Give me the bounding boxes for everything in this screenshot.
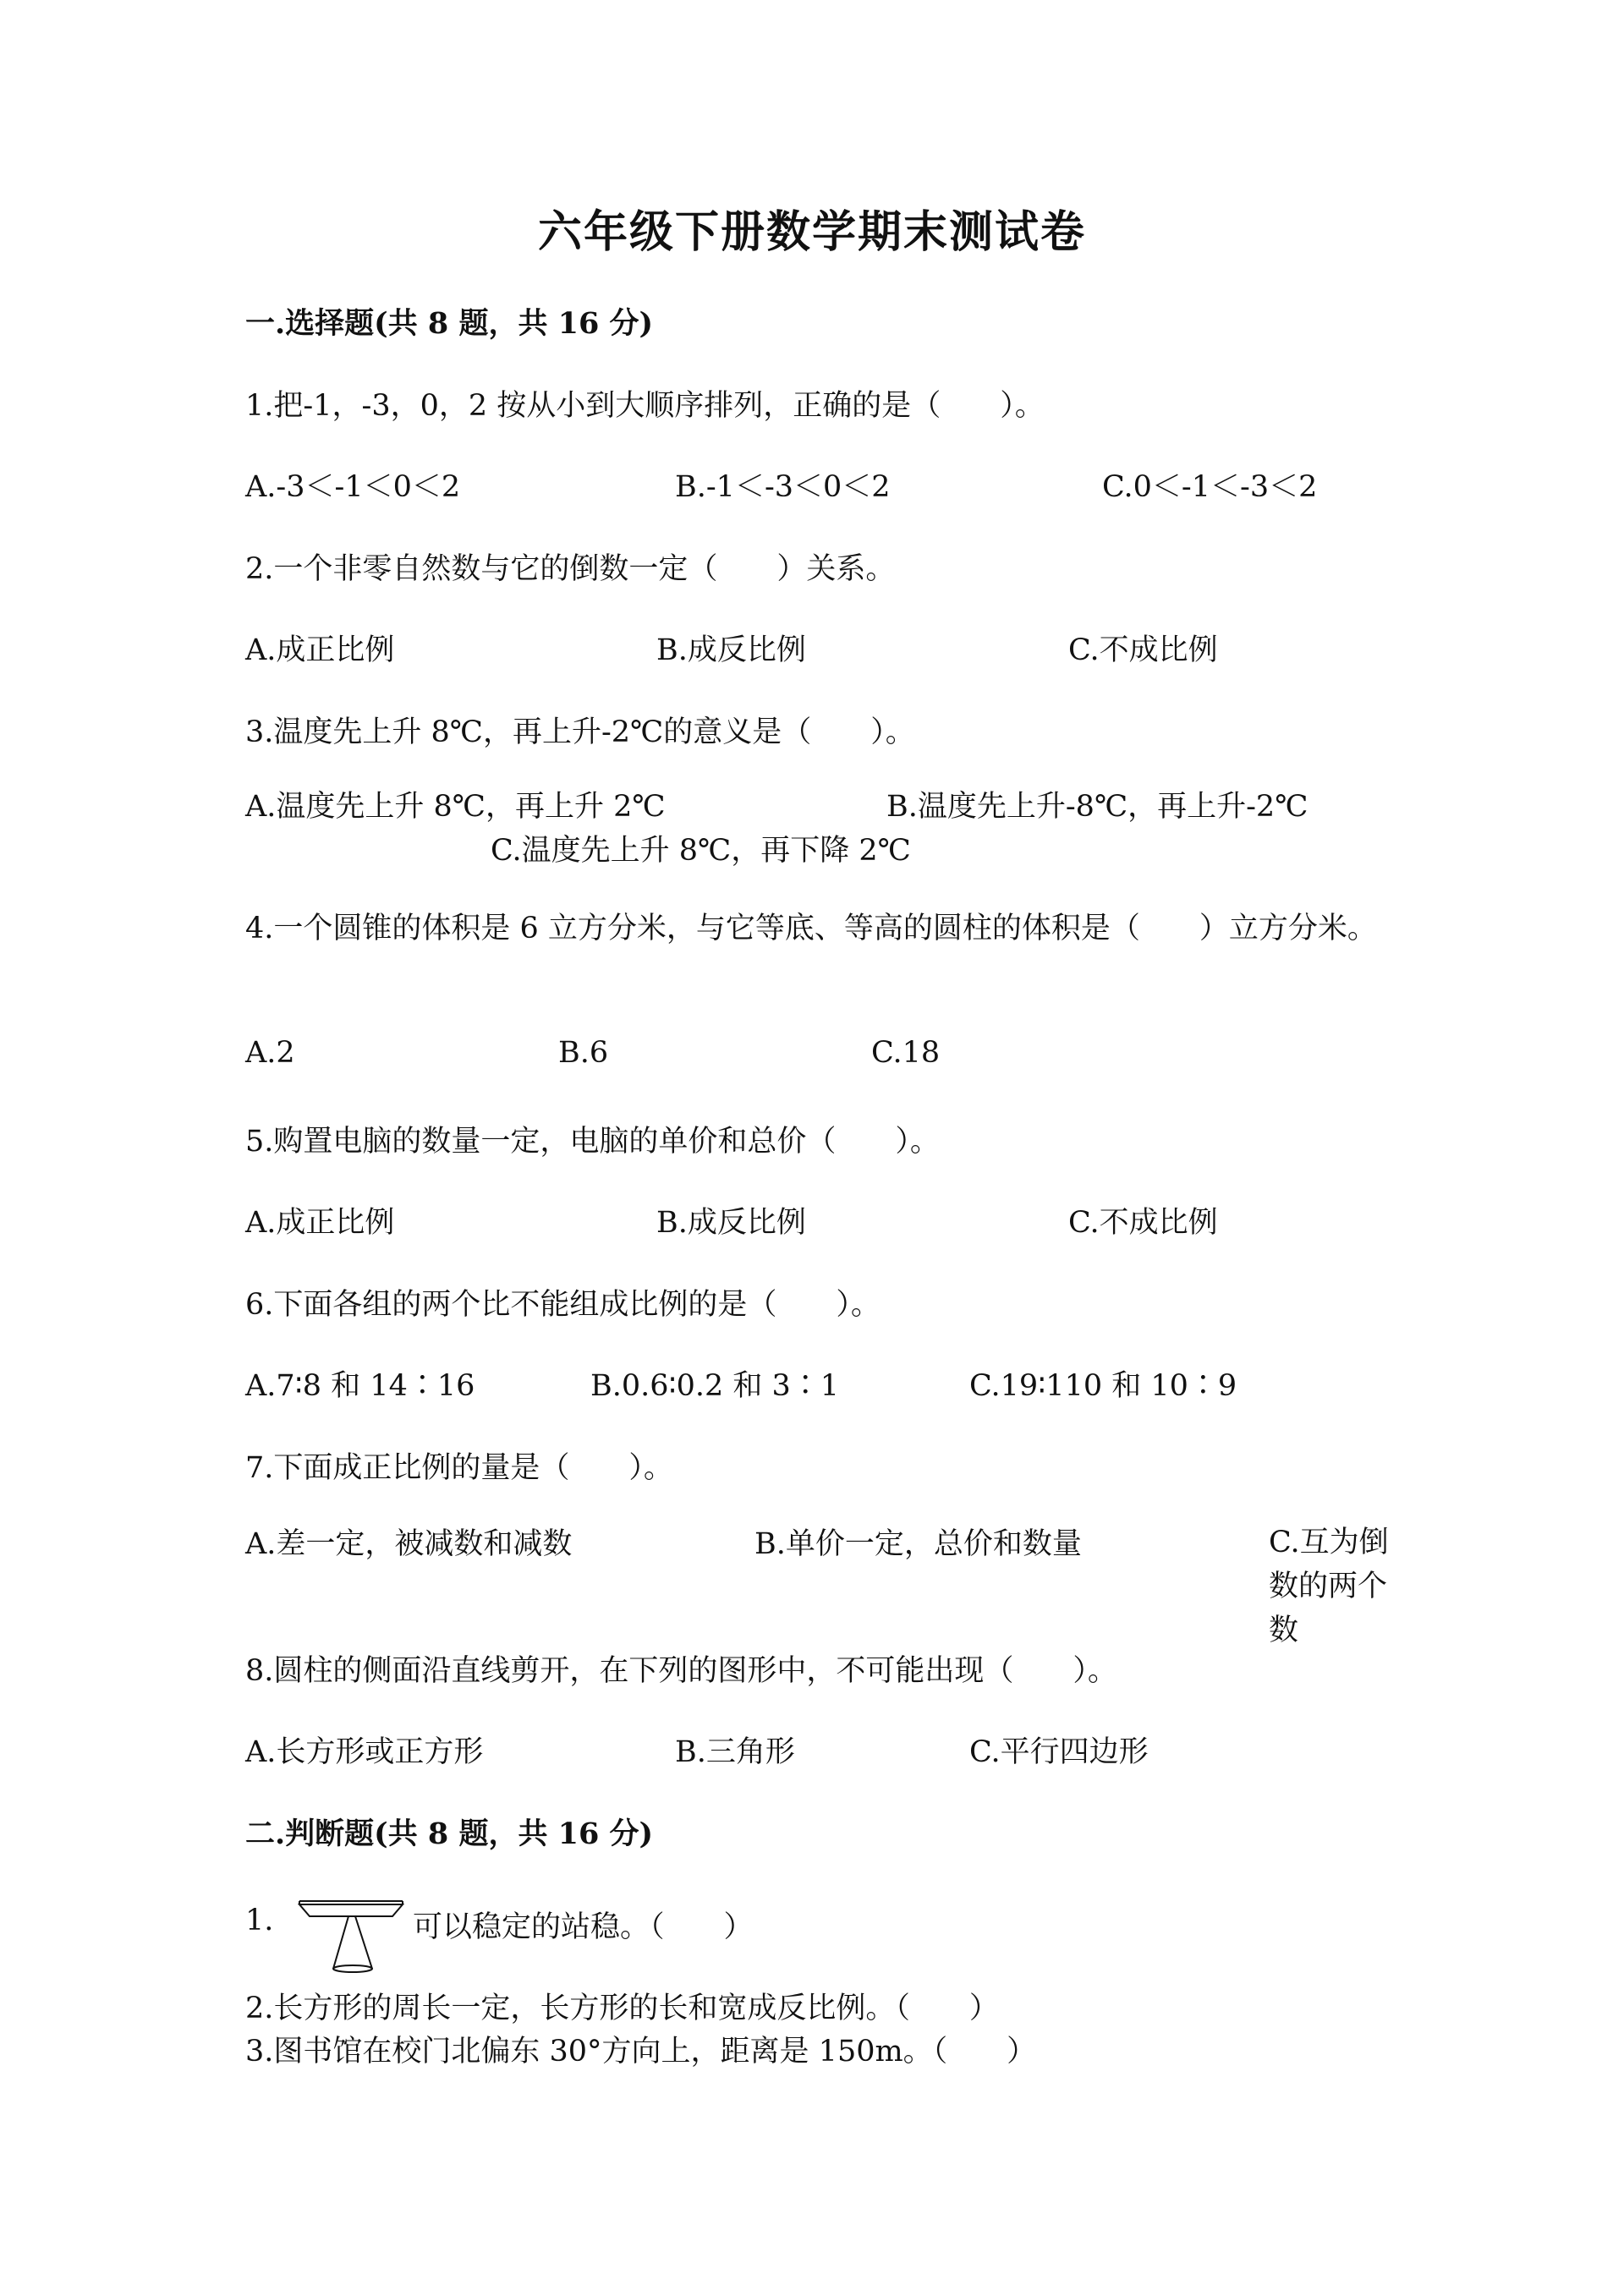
question-1: 1.把-1，-3，0，2 按从小到大顺序排列，正确的是（ ）。 bbox=[245, 389, 1045, 423]
q7-option-a: A.差一定，被减数和减数 bbox=[245, 1527, 573, 1561]
tf-question-3: 3.图书馆在校门北偏东 30°方向上，距离是 150m。（ ） bbox=[245, 2035, 1037, 2069]
q6-option-a: A.7∶8 和 14∶16 bbox=[245, 1369, 475, 1403]
question-4: 4.一个圆锥的体积是 6 立方分米，与它等底、等高的圆柱的体积是（ ）立方分米。 bbox=[245, 912, 1377, 945]
section-heading-multiple-choice: 一.选择题(共 8 题，共 16 分) bbox=[245, 306, 654, 341]
q7-option-b: B.单价一定，总价和数量 bbox=[754, 1527, 1082, 1561]
q6-option-c: C.19∶110 和 10∶9 bbox=[969, 1369, 1237, 1403]
q8-option-c: C.平行四边形 bbox=[969, 1735, 1149, 1769]
tf-question-1-text: 可以稳定的站稳。（ ） bbox=[413, 1910, 754, 1944]
q7-option-c bbox=[1269, 1521, 1396, 1652]
q6-option-b: B.0.6∶0.2 和 3∶1 bbox=[590, 1369, 840, 1403]
q7-option-c-text: C.互为倒数的两个数 bbox=[1269, 1526, 1389, 1647]
question-5: 5.购置电脑的数量一定，电脑的单价和总价（ ）。 bbox=[245, 1125, 940, 1159]
q2-option-c: C.不成比例 bbox=[1068, 633, 1218, 667]
q4-option-c: C.18 bbox=[871, 1036, 941, 1070]
q3-options bbox=[245, 785, 1396, 873]
q3-option-b: B.温度先上升-8℃，再上升-2℃ bbox=[886, 790, 1309, 824]
q2-option-b: B.成反比例 bbox=[656, 633, 806, 667]
section-heading-true-false: 二.判断题(共 8 题，共 16 分) bbox=[245, 1817, 654, 1851]
page-title: 六年级下册数学期末测试卷 bbox=[537, 206, 1086, 258]
q5-option-a: A.成正比例 bbox=[245, 1206, 395, 1240]
question-6: 6.下面各组的两个比不能组成比例的是（ ）。 bbox=[245, 1288, 881, 1322]
q2-option-a: A.成正比例 bbox=[245, 633, 395, 667]
q4-option-b: B.6 bbox=[558, 1036, 609, 1070]
question-8: 8.圆柱的侧面沿直线剪开，在下列的图形中，不可能出现（ ）。 bbox=[245, 1654, 1117, 1688]
q8-option-b: B.三角形 bbox=[675, 1735, 795, 1769]
question-3: 3.温度先上升 8℃，再上升-2℃的意义是（ ）。 bbox=[245, 715, 915, 749]
q1-option-c: C.0＜-1＜-3＜2 bbox=[1102, 470, 1318, 504]
q3-option-a: A.温度先上升 8℃，再上升 2℃ bbox=[245, 790, 666, 824]
q3-option-c: C.温度先上升 8℃，再下降 2℃ bbox=[491, 834, 911, 868]
tf-question-1-number: 1. bbox=[245, 1904, 274, 1937]
q4-option-a: A.2 bbox=[245, 1036, 295, 1070]
q1-option-a: A.-3＜-1＜0＜2 bbox=[245, 470, 461, 504]
q5-option-c: C.不成比例 bbox=[1068, 1206, 1218, 1240]
question-7: 7.下面成正比例的量是（ ）。 bbox=[245, 1451, 673, 1485]
tf-question-2: 2.长方形的周长一定，长方形的长和宽成反比例。（ ） bbox=[245, 1992, 999, 2025]
cone-table-figure bbox=[298, 1893, 408, 1977]
q8-option-a: A.长方形或正方形 bbox=[245, 1735, 484, 1769]
q1-option-b: B.-1＜-3＜0＜2 bbox=[675, 470, 891, 504]
question-2: 2.一个非零自然数与它的倒数一定（ ）关系。 bbox=[245, 552, 896, 586]
q5-option-b: B.成反比例 bbox=[656, 1206, 806, 1240]
